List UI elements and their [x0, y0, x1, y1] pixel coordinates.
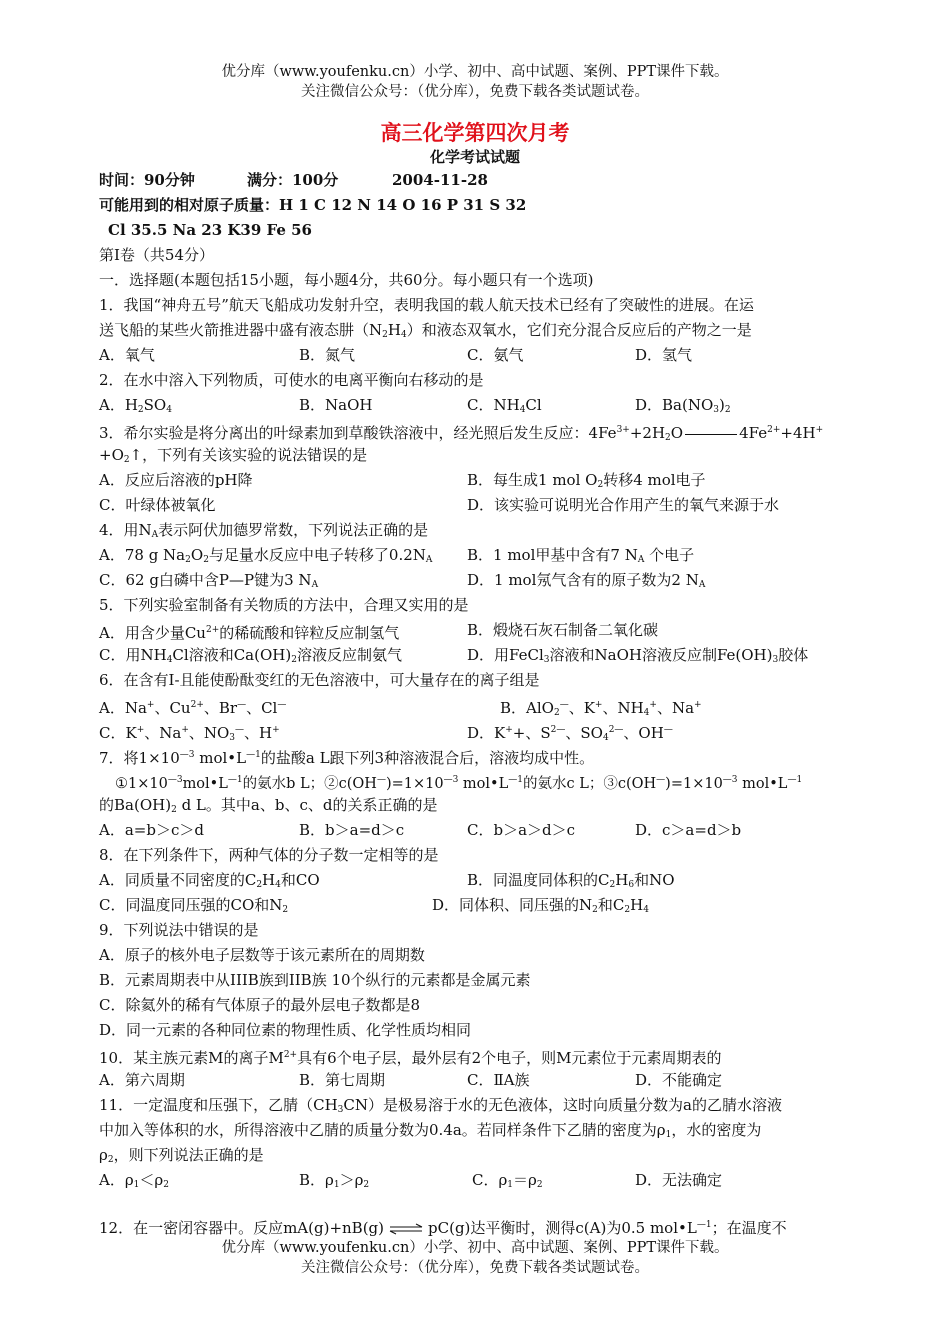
q5-stem: 5．下列实验室制备有关物质的方法中，合理又实用的是 [99, 596, 469, 614]
q3-stem-line-1: 3．希尔实验是将分离出的叶绿素加到草酸铁溶液中，经光照后发生反应：$4Fe^{3+}+2H_2O$ $4Fe^{2+}+4H^+$ [99, 424, 824, 443]
q10-stem: 10．某主族元素M的离子$M^{2+}$具有6个电子层，最外层有2个电子，则M元素位于元素周期表的 [99, 1049, 722, 1067]
q6-option-a: A．Na+、$Cu^{2+}$、Br—、Cl— [99, 699, 287, 717]
q11-option-c: C．$\rho_1=\rho_2$ [472, 1171, 543, 1190]
q11-stem-line-1: 11．一定温度和压强下，乙腈$(CH_3CN)$是极易溶于水的无色液体，这时向质量分数为a的乙腈水溶液 [99, 1096, 782, 1115]
q6-options-ab [0, 695, 950, 718]
q3-option-a: A．反应后溶液的pH降 [99, 471, 253, 489]
q1-stem-line-2: 送飞船的某些火箭推进器中盛有液态肼$(N_2H_4)$和液态双氧水，它们充分混合反应后的产物之一是 [99, 321, 752, 340]
q2-option-b: B．NaOH [299, 396, 373, 414]
q1-option-d: D．氢气 [635, 346, 693, 364]
q8-options-ab [0, 870, 950, 890]
q11-options [0, 1170, 950, 1190]
q6-option-d: D．K++、$S^{2—}$、$SO_4^{2—}$、OH— [467, 724, 673, 743]
q9-option-b: B．元素周期表中从IIIB族到IIB族 10个纵行的元素都是金属元素 [99, 971, 531, 989]
q7-option-a: A．a=b＞c＞d [99, 821, 204, 839]
header-line-1: 优分库（www.youfenku.cn）小学、初中、高中试题、案例、PPT课件下载。 [221, 64, 729, 80]
q7-options [0, 820, 950, 840]
q11-option-b: B．$\rho_1>\rho_2$ [299, 1171, 370, 1190]
q8-option-b: B．同温度同体积的$C_2H_6$和NO [467, 871, 675, 890]
q7-option-c: C．b＞a＞d＞c [467, 821, 576, 839]
q4-stem: 4．用$N_A$表示阿伏加德罗常数，下列说法正确的是 [99, 521, 429, 540]
page-subtitle: 化学考试试题 [429, 148, 520, 166]
section-heading: 一．选择题(本题包括15小题，每小题4分，共60分。每小题只有一个选项) [99, 271, 594, 289]
q2-options [0, 395, 950, 415]
q6-option-c: C．K+、Na+、$NO_3^—$、H+ [99, 724, 280, 743]
q6-option-b: B．AlO$_2$—、K+、$NH_4^+$、Na+ [500, 699, 702, 718]
q11-stem-line-2: 中加入等体积的水，所得溶液中乙腈的质量分数为0.4a。若同样条件下乙腈的密度为$\rho_1$，水的密度为 [99, 1121, 762, 1140]
q8-stem: 8．在下列条件下，两种气体的分子数一定相等的是 [99, 846, 439, 864]
q5-option-d: D．用FeCl$_3$溶液和NaOH溶液反应制$Fe(OH)_3$胶体 [467, 646, 809, 665]
q3-option-d: D．该实验可说明光合作用产生的氧气来源于水 [467, 496, 780, 514]
q2-option-a: A．$H_2SO_4$ [99, 396, 172, 415]
q12-stem: 12．在一密闭容器中。反应mA(g)+nB(g) pC(g)达平衡时，测得c(A)为0.5 $mol•L^{—1}$；在温度不 [99, 1219, 787, 1237]
q9-option-c: C．除氦外的稀有气体原子的最外层电子数都是8 [99, 996, 421, 1014]
q2-stem: 2．在水中溶入下列物质，可使水的电离平衡向右移动的是 [99, 371, 484, 389]
exam-info-row [0, 170, 950, 190]
exam-score: 满分：100分 [247, 171, 339, 189]
q5-options-ab [0, 620, 950, 640]
q7-stem-line-3: 的$Ba(OH)_2$ d L。其中a、b、c、d的关系正确的是 [99, 796, 438, 815]
q3-stem-line-2: $+O_2↑$，下列有关该实验的说法错误的是 [99, 446, 368, 465]
q5-options-cd [0, 645, 950, 665]
q10-option-d: D．不能确定 [635, 1071, 723, 1089]
q1-option-c: C．氨气 [467, 346, 524, 364]
q10-option-a: A．第六周期 [99, 1071, 185, 1089]
equilibrium-arrow-icon [388, 1223, 424, 1235]
q10-option-c: C．ⅡA族 [467, 1071, 530, 1089]
q1-options [0, 345, 950, 365]
q1-stem-line-1: 1．我国“神舟五号”航天飞船成功发射升空，表明我国的载人航天技术已经有了突破性的进展。在运 [99, 296, 754, 314]
q3-option-b: B．每生成1 mol $O_2$转移4 mol电子 [467, 471, 706, 490]
q7-option-d: D．c＞a=d＞b [635, 821, 742, 839]
q9-stem: 9．下列说法中错误的是 [99, 921, 259, 939]
q8-option-a: A．同质量不同密度的$C_2H_4$和CO [99, 871, 320, 890]
q6-options-cd [0, 720, 950, 743]
q7-stem-line-2: $①1\times 10^{—3}mol•L^{—1}$的氨水b L；$②c(OH^—)=1\times 10^{—3}$ $mol•L^{—1}$的氨水c L；$③c(OH^—)=1\times 10^{—3}$ $mol•L^{—1}$ [115, 775, 803, 792]
header-line-2: 关注微信公众号：（优分库），免费下载各类试题试卷。 [301, 84, 649, 100]
q8-option-d: D．同体积、同压强的$N_2$和$C_2H_4$ [432, 896, 649, 915]
footer-line-1: 优分库（www.youfenku.cn）小学、初中、高中试题、案例、PPT课件下载。 [221, 1240, 729, 1256]
q7-stem-line-1: 7．将$1\times 10^{—3}$ $mol•L^{—1}$的盐酸a L跟下列3种溶液混合后，溶液均成中性。 [99, 749, 595, 767]
page-title: 高三化学第四次月考 [380, 120, 570, 145]
q4-option-b: B．1 mol甲基中含有7 $N_A$ 个电子 [467, 546, 695, 565]
exam-time: 时间：90分钟 [99, 171, 195, 189]
atomic-masses-1: 可能用到的相对原子质量：H 1 C 12 N 14 O 16 P 31 S 32 [99, 196, 527, 214]
q10-option-b: B．第七周期 [299, 1071, 386, 1089]
q4-options-cd [0, 570, 950, 590]
q2-option-d: D．$Ba(NO_3)_2$ [635, 396, 731, 415]
q11-stem-line-3: $\rho_2$，则下列说法正确的是 [99, 1146, 264, 1165]
q4-option-c: C．62 g白磷中含P—P键为3 $N_A$ [99, 571, 319, 590]
q3-options-ab [0, 470, 950, 490]
q11-option-d: D．无法确定 [635, 1171, 723, 1189]
q11-option-a: A．$\rho_1<\rho_2$ [99, 1171, 169, 1190]
q1-option-b: B．氮气 [299, 346, 356, 364]
q4-option-d: D．1 mol氖气含有的原子数为2 $N_A$ [467, 571, 706, 590]
q5-option-b: B．煅烧石灰石制备二氧化碳 [467, 621, 659, 639]
footer-line-2: 关注微信公众号：（优分库），免费下载各类试题试卷。 [301, 1260, 649, 1276]
q10-options [0, 1070, 950, 1090]
q9-option-d: D．同一元素的各种同位素的物理性质、化学性质均相同 [99, 1021, 472, 1039]
q5-option-a: A．用含少量$Cu^{2+}$的稀硫酸和锌粒反应制氢气 [99, 624, 400, 642]
q1-option-a: A．氧气 [99, 346, 155, 364]
q7-option-b: B．b＞a=d＞c [299, 821, 405, 839]
q8-option-c: C．同温度同压强的CO和$N_2$ [99, 896, 289, 915]
q8-options-cd [0, 895, 950, 915]
reaction-arrow [685, 434, 737, 435]
q3-options-cd [0, 495, 950, 515]
q4-options-ab [0, 545, 950, 565]
q6-stem: 6．在含有I-且能使酚酞变红的无色溶液中，可大量存在的离子组是 [99, 671, 540, 689]
q3-option-c: C．叶绿体被氧化 [99, 496, 216, 514]
q4-option-a: A．78 g $Na_2O_2$与足量水反应中电子转移了$0.2N_A$ [99, 546, 433, 565]
exam-date: 2004-11-28 [392, 171, 488, 189]
part-heading: 第Ⅰ卷（共54分） [99, 246, 215, 264]
q5-option-c: C．用$NH_4Cl$溶液和$Ca(OH)_2$溶液反应制氨气 [99, 646, 402, 665]
atomic-masses-2: Cl 35.5 Na 23 K39 Fe 56 [108, 221, 312, 239]
q9-option-a: A．原子的核外电子层数等于该元素所在的周期数 [99, 946, 425, 964]
q2-option-c: C．$NH_4Cl$ [467, 396, 542, 415]
